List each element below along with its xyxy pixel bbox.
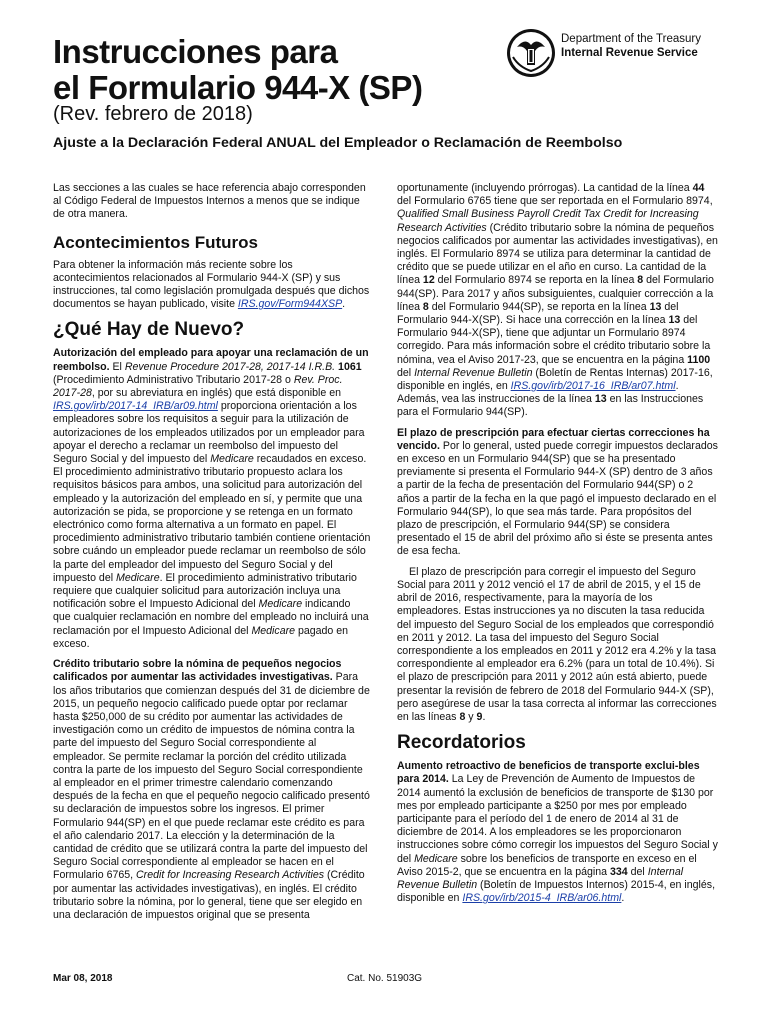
payroll-credit-continued-paragraph <box>397 182 718 420</box>
text-run: (Procedimiento Administrativo Tributario 2017-28 o <box>53 373 294 386</box>
statute-limitations-heading: El plazo de prescripción para efectuar ciertas correcciones ha vencido. <box>397 426 710 452</box>
text-run: sobre los beneficios de transporte en exceso en el Aviso 2015-2, que se encuentra en la página <box>397 852 697 878</box>
form-944xsp-link[interactable]: IRS.gov/Form944XSP <box>237 298 343 311</box>
reminders-heading: Recordatorios <box>397 732 526 754</box>
text-run: recaudados en exceso. El procedimiento administrativo tributario propuesto aclara los requisitos básicos para ambos, una solicitud para autorización del empleado y la autorización del empleado en sí, y permite que una autorización se pida, se proporcione y se retenga en un formato electrónico como forma alternativa a un formato en papel. El procedimiento administrativo tributario también contiene orientación sobre cuándo un empleador puede reclamar un reembolso de sólo la parte del empleador del impuesto del Seguro Social y del impuesto del <box>53 453 371 584</box>
text-run: . Además, vea las instrucciones de la línea <box>397 380 679 406</box>
text-run: (Boletín de Impuestos Internos) 2015-4, en inglés, disponible en <box>397 878 716 905</box>
text-run: Por lo general, usted puede corregir impuestos declarados en exceso en un Formulario 944(SP) que se ha presentado previamente si presenta el Formulario 944-X (SP) dentro de 3 años a partir de la fecha de presentación del Formulario 944(SP) o 2 años a partir de la fecha en la que pagó el impuesto declarado en el Formulario 944(SP), lo que sea más tarde. Para propósitos del plazo de prescripción, el Formulario 944(SP) se considera presentado el 15 de abril del próximo año si éste se presenta antes de esa fecha. <box>397 439 718 558</box>
intro-paragraph: Las secciones a las cuales se hace referencia abajo corresponden al Código Federal de Impuestos Internos a menos que se indique de otra manera. <box>53 182 366 221</box>
text-run: del Formulario 944(SP). Para 2017 y años subsiguientes, cualquier corrección a la línea <box>397 274 714 313</box>
employee-consent-paragraph <box>53 347 371 651</box>
text-run: del Formulario 944(SP), se reporta en la línea <box>428 300 650 313</box>
employee-consent-heading: Autorización del empleado para apoyar una reclamación de un reembolso. <box>53 347 369 373</box>
text-run: 8 <box>637 274 644 287</box>
future-text: Para obtener la información más reciente sobre los acontecimientos relacionados al Formulario 944-X (SP) y sus instrucciones, tal como legislación promulgada después que dichos documentos se hayan publicado, visite <box>53 258 370 311</box>
text-run: oportunamente (incluyendo prórrogas). La cantidad de la línea <box>397 182 693 194</box>
text-run: El plazo de prescripción para corregir el impuesto del Seguro Social para 2011 y 2012 venció el 17 de abril de 2015, y el 15 de abril de 2016, respectivamente, para la mayoría de los empleadores. Estas instrucciones ya no discuten la tasa reducida del impuesto del Seguro Social de los empleados que correspondió en 2011 y 2012. La tasa del impuesto del Seguro Social correspondiente a los empleados en 2011 y 2012 era 4.2% y la tasa correspondiente al empleador era 6.2% (para un total de 10.4%). Si el plazo de prescripción para 2011 y 2012 aún está abierto, puede presentar la revisión de febrero de 2018 del Formulario 944-X (SP), pero asegúrese de usar la tasa correcta al informar las correcciones en las líneas <box>397 565 717 723</box>
text-run: del Formulario 944-X(SP), tiene que adjuntar un Formulario 8974 corregido. Para más información sobre el crédito tributario sobre la nómina, vea el Aviso 2017-23, que se encuentra en la página <box>397 314 711 366</box>
text-run: Revenue Procedure 2017-28, 2017-14 I.R.B. <box>124 360 336 373</box>
irb-2015-4-link[interactable]: IRS.gov/irb/2015-4_IRB/ar06.html <box>462 892 622 905</box>
transit-benefits-heading: Aumento retroactivo de beneficios de transporte exclui-bles para 2014. <box>397 760 700 786</box>
text-run: Internal Revenue Bulletin <box>414 366 533 379</box>
text-run: 9 <box>476 710 483 723</box>
footer-date: Mar 08, 2018 <box>53 973 113 984</box>
text-run: y <box>465 710 477 723</box>
text-run: . El procedimiento administrativo tributario requiere que cualquier solicitud para autorización incluya una notificación sobre el Impuesto Adicional del <box>53 571 357 611</box>
title-line-1: Instrucciones para <box>53 33 338 70</box>
form-subtitle: Ajuste a la Declaración Federal ANUAL del Empleador o Reclamación de Reembolso <box>53 135 623 151</box>
irb-2017-14-link[interactable]: IRS.gov/irb/2017-14_IRB/ar09.html <box>53 400 218 413</box>
social-security-rate-paragraph <box>397 566 718 724</box>
text-run: Para los años tributarios que comienzan después del 31 de diciembre de 2015, un pequeño negocio calificado puede optar por reclamar hasta $250,000 de su crédito por aumentar las actividades de investigación como un crédito de impuestos de nómina contra la parte del impuesto del Seguro Social correspondiente al empleador. Se permite reclamar la porción del crédito utilizada contra la parte de los impuesto del Seguro Social correspondiente al empleador en el primer trimestre calendario comenzando después de la fecha en que el pequeño negocio calificado presentó su declaración de impuestos sobre los ingresos. El primer Formulario 944(SP) en el que puede reclamar este crédito es para el año calendario 2017. La elección y la determinación de la cantidad de crédito que se utilizará contra la parte del impuesto del Seguro Social correspondiente al empleador se hacen en el Formulario 6765, <box>53 671 370 882</box>
text-run: Medicare <box>414 852 458 865</box>
text-run: 1100 <box>687 353 711 366</box>
left-column <box>53 182 371 929</box>
text-run: . <box>621 892 625 905</box>
text-run: 13 <box>649 300 662 313</box>
text-run: del Formulario 6765 tiene que ser reportada en el Formulario 8974, <box>397 195 713 208</box>
text-run: del Formulario 944-X(SP). Si hace una corrección en la línea <box>397 300 679 327</box>
right-column <box>397 182 718 912</box>
irs-eagle-seal-icon <box>505 27 557 79</box>
text-run: 44 <box>692 182 705 194</box>
text-run: indicando que cualquier reclamación en nombre del empleado no incluirá una reclamación por el Impuesto Adicional del <box>53 598 369 637</box>
future-developments-paragraph: Para obtener la información más reciente sobre los acontecimientos relacionados al Formulario 944-X (SP) y sus instrucciones, tal como legislación promulgada después que dichos documentos se hayan publicado, visite IRS.gov/Form944XSP. <box>53 258 370 311</box>
text-run: (Crédito por aumentar las actividades investigativas), en inglés. El crédito tributario sobre la nómina, por lo general, tiene que ser elegido en una declaración de impuestos original que se presenta <box>53 869 365 921</box>
catalog-number: Cat. No. 51903G <box>347 973 423 984</box>
text-run: 334 <box>610 865 628 878</box>
text-run: 13 <box>594 393 607 406</box>
agency-block <box>561 32 701 60</box>
text-run: 1061 <box>338 360 362 373</box>
revision-date: (Rev. febrero de 2018) <box>53 103 253 125</box>
text-run: El <box>109 360 125 373</box>
text-run: , por su abreviatura en inglés) que está disponible en <box>91 387 342 400</box>
payroll-credit-heading: Crédito tributario sobre la nómina de pequeños negocios calificados por aumentar las actividades investigativas. <box>53 658 342 684</box>
payroll-credit-paragraph <box>53 658 371 922</box>
text-run: Medicare <box>116 571 160 584</box>
department-label: Department of the Treasury <box>561 33 701 45</box>
text-run: del <box>397 366 415 379</box>
text-run: Medicare <box>210 453 254 466</box>
future-developments-heading: Acontecimientos Futuros <box>53 232 258 252</box>
text-run: pagado en exceso. <box>53 624 349 650</box>
text-run: del <box>627 865 648 878</box>
text-run: 13 <box>668 314 681 327</box>
agency-label: Internal Revenue Service <box>561 47 698 59</box>
text-run: Rev. Proc. 2017-28 <box>53 373 343 400</box>
text-run: La Ley de Prevención de Aumento de Impuestos de 2014 aumentó la exclusión de beneficios de transporte de $130 por mes por empleado participante a $250 por mes por empleado participante para el período del 1 de enero de 2014 al 31 de diciembre de 2014. A los empleadores se les proporcionaron instrucciones sobre cómo corregir los impuestos del Seguro Social y del <box>397 773 718 865</box>
title-line-2: el Formulario 944-X (SP) <box>53 69 423 106</box>
text-run: en las Instrucciones para el Formulario 944(SP). <box>397 393 704 419</box>
text-run: Internal Revenue Bulletin <box>397 865 684 891</box>
text-run: Qualified Small Business Payroll Credit Tax Credit for Increasing Research Activities <box>397 208 699 234</box>
transit-benefits-paragraph <box>397 760 718 905</box>
text-run: proporciona orientación a los empleadores sobre los requisitos a seguir para la utilización de autorizaciones de los empleados utilizados por un empleador para apoyar el derecho a reclamar un reembolso del impuesto del Seguro Social y del impuesto del <box>53 400 365 466</box>
text-run: . <box>482 710 486 723</box>
irb-2017-16-link[interactable]: IRS.gov/irb/2017-16_IRB/ar07.html <box>510 380 676 393</box>
statute-limitations-paragraph <box>397 427 718 559</box>
text-run: 12 <box>422 274 435 287</box>
text-run: del Formulario 8974 se reporta en la línea <box>434 274 638 287</box>
text-run: (Boletín de Rentas Internas) 2017-16, disponible en inglés, en <box>397 366 713 393</box>
text-run: 8 <box>422 300 429 313</box>
whats-new-heading: ¿Qué Hay de Nuevo? <box>53 319 245 341</box>
text-run: Medicare <box>251 624 296 637</box>
text-run: Medicare <box>258 598 303 611</box>
text-run: Credit for Increasing Research Activities <box>136 869 325 882</box>
text-run: (Crédito tributario sobre la nómina de pequeños negocios calificados por aumentar las actividades investigativas), en inglés. El Formulario 8974 se utiliza para determinar la cantidad de crédito que se puede utilizar en el año en curso. La cantidad de la línea <box>397 221 718 287</box>
page-title <box>53 34 422 106</box>
text-run: 8 <box>459 710 466 723</box>
